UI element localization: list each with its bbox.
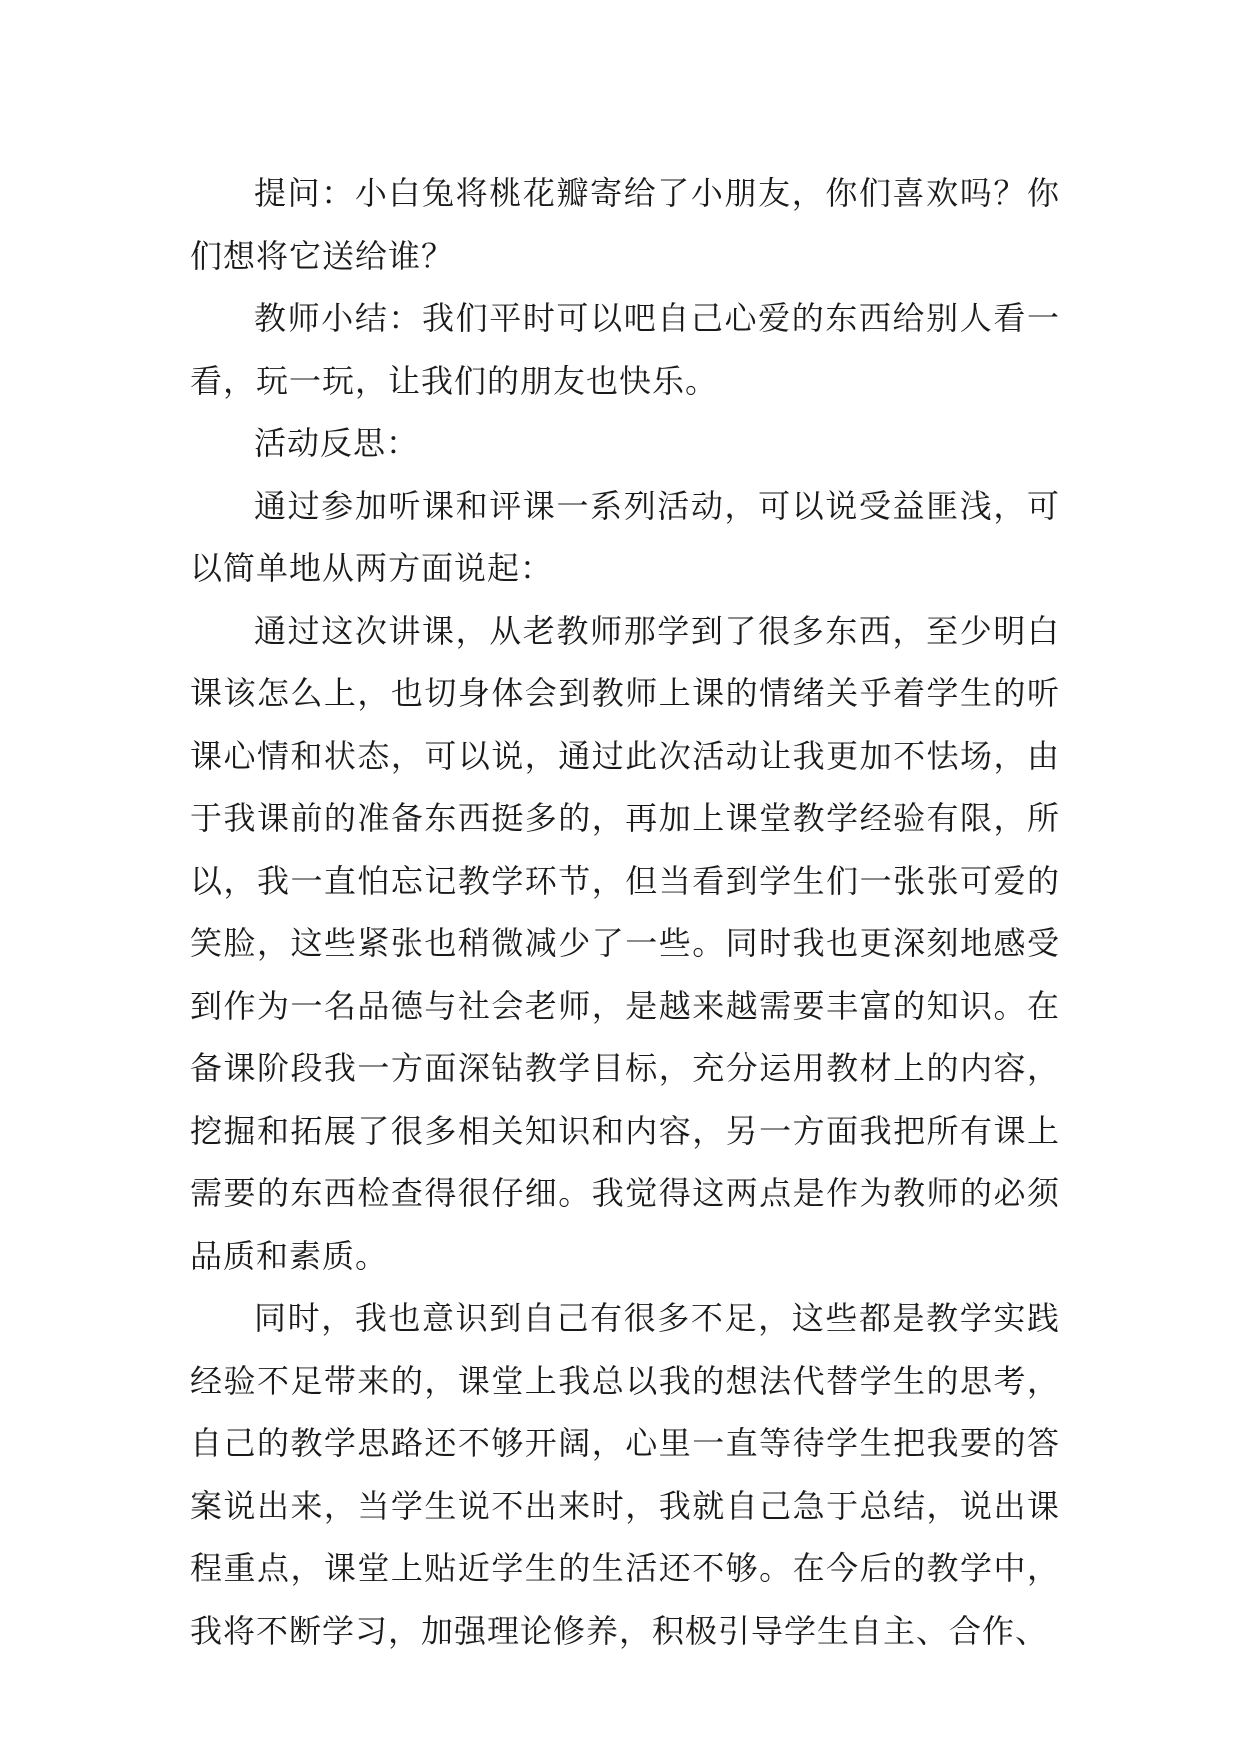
paragraph-question: 提问：小白兔将桃花瓣寄给了小朋友，你们喜欢吗？你们想将它送给谁？ [190,174,1060,275]
paragraph-teacher-summary: 教师小结：我们平时可以吧自己心爱的东西给别人看一看，玩一玩，让我们的朋友也快乐。 [190,299,1060,400]
paragraph-shortcomings: 同时，我也意识到自己有很多不足，这些都是教学实践经验不足带来的，课堂上我总以我的想法代替学生的思考，自己的教学思路还不够开阔，心里一直等待学生把我要的答案说出来，当学生说不出来时，我就自己急于总结，说出课程重点，课堂上贴近学生的生活还不够。在今后的教学中，我将不断学习，加强理论修养，积极引导学生自主、合作、 [190,1299,1060,1650]
paragraph-reflection-intro: 通过参加听课和评课一系列活动，可以说受益匪浅，可以简单地从两方面说起： [190,486,1060,587]
paragraph-lesson-gains: 通过这次讲课，从老教师那学到了很多东西，至少明白课该怎么上，也切身体会到教师上课的情绪关乎着学生的听课心情和状态，可以说，通过此次活动让我更加不怯场，由于我课前的准备东西挺多的，再加上课堂教学经验有限，所以，我一直怕忘记教学环节，但当看到学生们一张张可爱的笑脸，这些紧张也稍微减少了一些。同时我也更深刻地感受到作为一名品德与社会老师，是越来越需要丰富的知识。在备课阶段我一方面深钻教学目标，充分运用教材上的内容，挖掘和拓展了很多相关知识和内容，另一方面我把所有课上需要的东西检查得很仔细。我觉得这两点是作为教师的必须品质和素质。 [190,611,1060,1275]
document-body [190,162,1060,1662]
paragraph-reflection-heading: 活动反思： [254,424,420,462]
